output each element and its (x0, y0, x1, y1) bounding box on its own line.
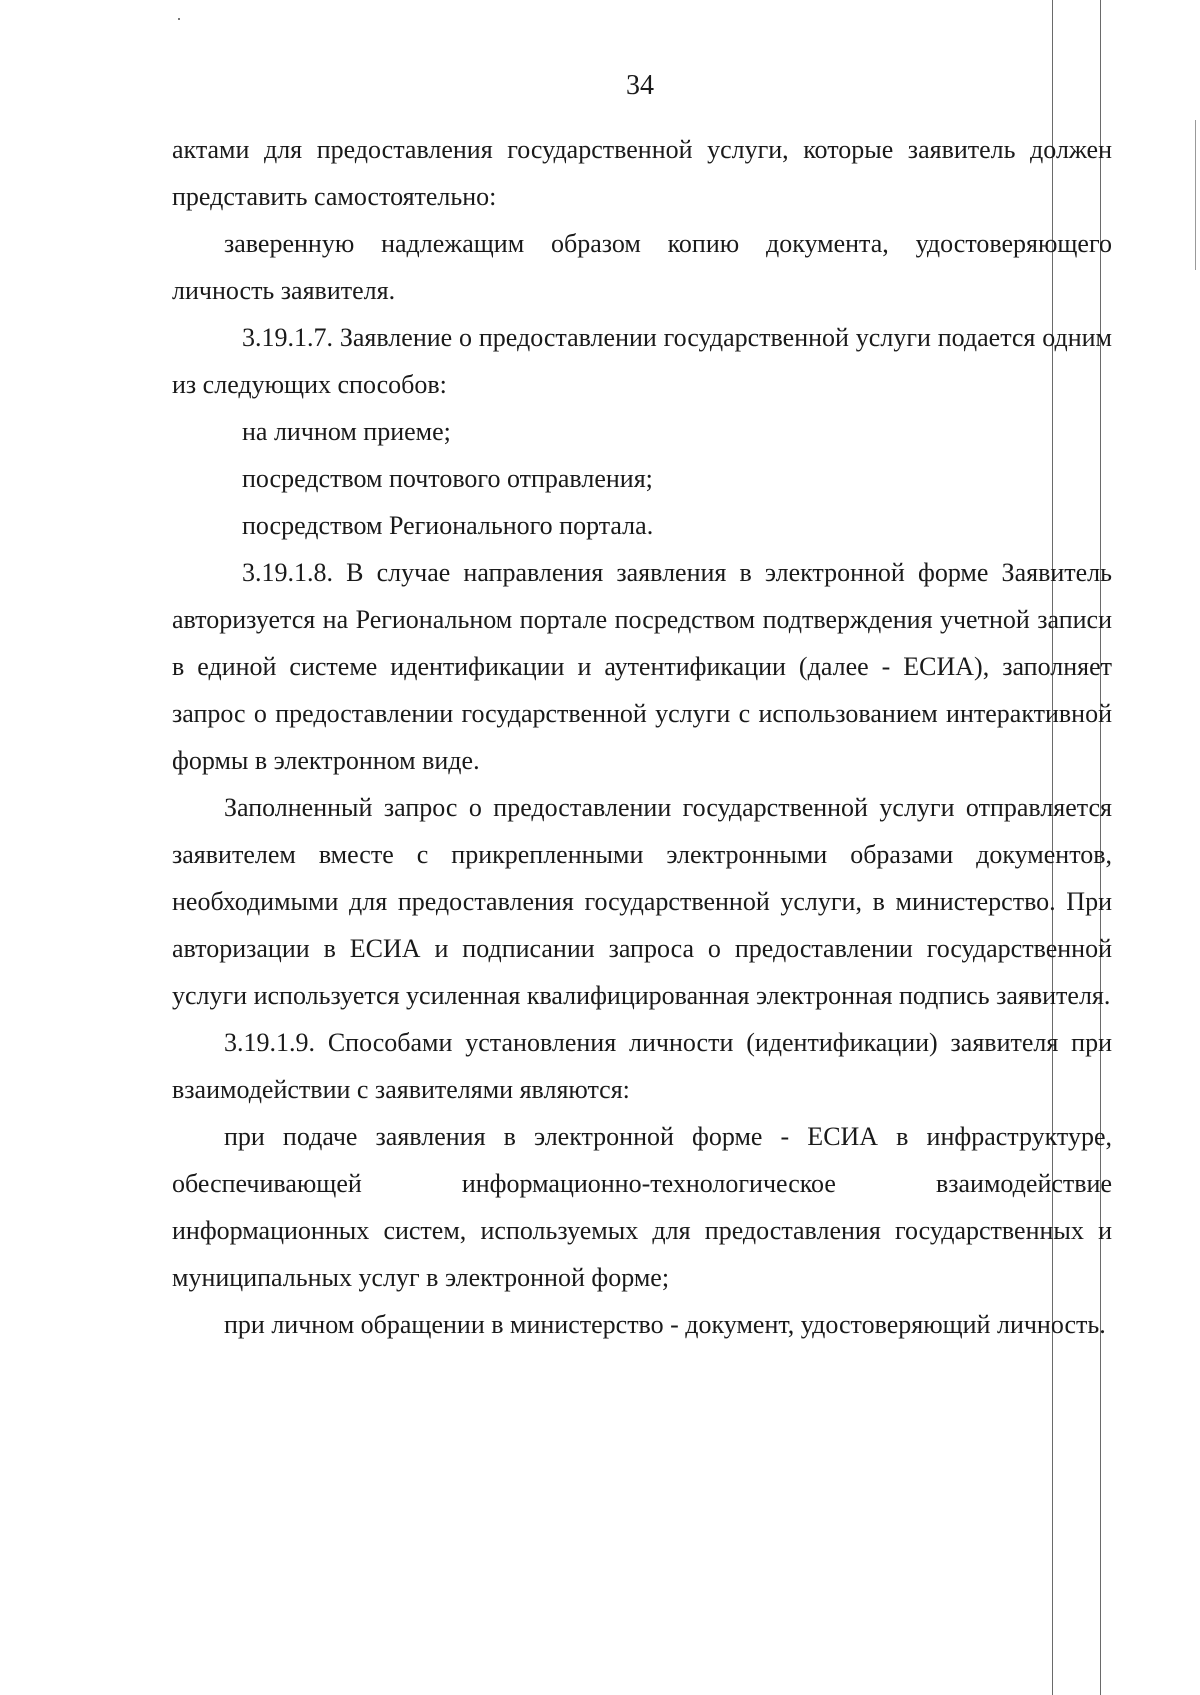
paragraph: актами для предоставления государственной услуги, которые заявитель должен представить самостоятельно: (172, 135, 1112, 211)
paragraph: Заполненный запрос о предоставлении государственной услуги отправляется заявителем вместе с прикрепленными электронными образами документов, необходимыми для предоставления государственной услуги, в министерство. При авторизации в ЕСИА и подписании запроса о предоставлении государственной услуги используется усиленная квалифицированная электронная подпись заявителя. (172, 793, 1112, 1010)
document-body (172, 126, 1112, 1348)
paragraph: 3.19.1.8. В случае направления заявления в электронной форме Заявитель авторизуется на Региональном портале посредством подтверждения учетной записи в единой системе идентификации и аутентификации (далее - ЕСИА), заполняет запрос о предоставлении государственной услуги с использованием интерактивной формы в электронном виде. (172, 558, 1112, 775)
list-item: посредством Регионального портала. (242, 511, 654, 540)
paragraph: заверенную надлежащим образом копию документа, удостоверяющего личность заявителя. (172, 229, 1112, 305)
paragraph: 3.19.1.9. Способами установления личности (идентификации) заявителя при взаимодействии с заявителями являются: (172, 1028, 1112, 1104)
paragraph: при подаче заявления в электронной форме - ЕСИА в инфраструктуре, обеспечивающей информационно-технологическое взаимодействие информационных систем, используемых для предоставления государственных и муниципальных услуг в электронной форме; (172, 1122, 1112, 1292)
scan-speck (178, 18, 180, 20)
scan-edge-line (1195, 120, 1196, 270)
list-item: на личном приеме; (242, 417, 451, 446)
paragraph: при личном обращении в министерство - документ, удостоверяющий личность. (224, 1310, 1106, 1339)
page-number: 34 (626, 70, 654, 101)
list-item: посредством почтового отправления; (242, 464, 653, 493)
paragraph: 3.19.1.7. Заявление о предоставлении государственной услуги подается одним из следующих способов: (172, 323, 1112, 399)
